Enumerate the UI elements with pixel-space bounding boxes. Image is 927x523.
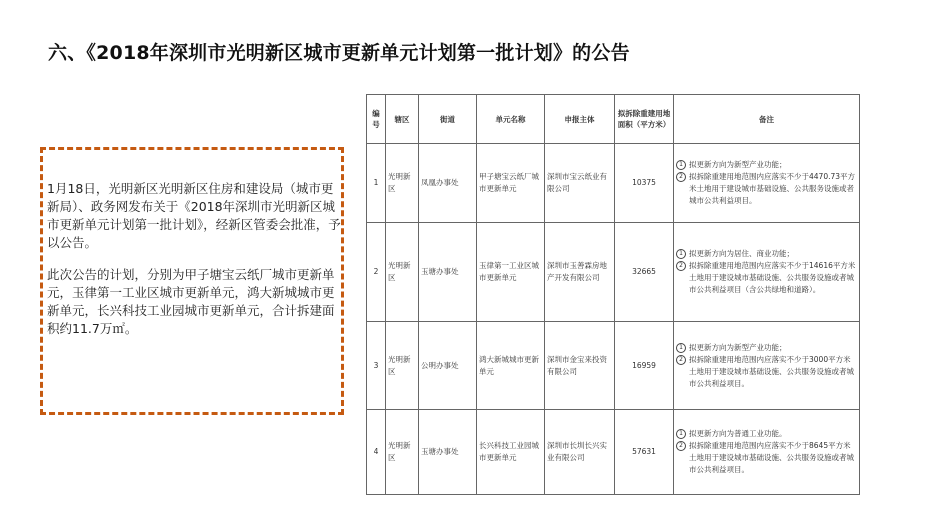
summary-paragraph-1: 1月18日，光明新区光明新区住房和建设局（城市更新局）、政务网发布关于《2018年深圳市光明新区城市更新单元计划第一批计划》，经新区管委会批准，予以公告。	[47, 181, 341, 250]
circled-number-marker: 2	[676, 441, 686, 451]
cell-district: 光明新区	[386, 410, 419, 495]
cell-applicant: 深圳市长圳长兴实业有限公司	[545, 410, 615, 495]
table-header-row	[367, 95, 860, 144]
remark-item	[676, 159, 857, 171]
cell-remarks	[674, 223, 860, 322]
cell-remarks	[674, 410, 860, 495]
cell-unit: 长兴科技工业园城市更新单元	[477, 410, 545, 495]
cell-district: 光明新区	[386, 223, 419, 322]
cell-street: 玉塘办事处	[419, 410, 477, 495]
remark-text: 拟更新方向为居住、商业功能；	[689, 249, 794, 258]
remark-text: 拟更新方向为新型产业功能；	[689, 160, 787, 169]
header-street: 街道	[419, 95, 477, 144]
remark-text: 拟更新方向为普通工业功能。	[689, 429, 787, 438]
remark-item	[676, 342, 857, 354]
table-row	[367, 144, 860, 223]
cell-no: 1	[367, 144, 386, 223]
remark-item	[676, 428, 857, 440]
summary-text	[47, 180, 343, 352]
cell-unit: 鸿大新城城市更新单元	[477, 322, 545, 410]
remark-text: 拟拆除重建用地范围内应落实不少于4470.73平方米土地用于建设城市基础设施、公共服务设施或者城市公共利益项目。	[689, 172, 856, 205]
remark-item	[676, 354, 857, 390]
remark-text: 拟拆除重建用地范围内应落实不少于14616平方米土地用于建设城市基础设施、公共服务设施或者城市公共利益项目（含公共绿地和道路）。	[689, 261, 856, 294]
cell-street: 公明办事处	[419, 322, 477, 410]
cell-district: 光明新区	[386, 144, 419, 223]
header-unit: 单元名称	[477, 95, 545, 144]
cell-remarks	[674, 144, 860, 223]
cell-applicant: 深圳市玉善霖房地产开发有限公司	[545, 223, 615, 322]
cell-no: 3	[367, 322, 386, 410]
summary-paragraph-2: 此次公告的计划，分别为甲子塘宝云纸厂城市更新单元，玉律第一工业区城市更新单元，鸿大新城城市更新单元，长兴科技工业园城市更新单元，合计拆建面积约11.7万㎡。	[47, 267, 335, 336]
header-remarks: 备注	[674, 95, 860, 144]
header-no: 编号	[367, 95, 386, 144]
cell-area: 10375	[615, 144, 674, 223]
remark-item	[676, 440, 857, 476]
cell-applicant: 深圳市金宝来投资有限公司	[545, 322, 615, 410]
circled-number-marker: 1	[676, 343, 686, 353]
cell-applicant: 深圳市宝云纸业有限公司	[545, 144, 615, 223]
remark-text: 拟拆除重建用地范围内应落实不少于8645平方米土地用于建设城市基础设施、公共服务设施或者城市公共利益项目。	[689, 441, 854, 474]
cell-area: 57631	[615, 410, 674, 495]
circled-number-marker: 1	[676, 249, 686, 259]
header-district: 辖区	[386, 95, 419, 144]
cell-unit: 甲子塘宝云纸厂城市更新单元	[477, 144, 545, 223]
circled-number-marker: 1	[676, 160, 686, 170]
remark-item	[676, 171, 857, 207]
cell-street: 玉塘办事处	[419, 223, 477, 322]
circled-number-marker: 2	[676, 172, 686, 182]
header-area: 拟拆除重建用地面积（平方米）	[615, 95, 674, 144]
remark-text: 拟拆除重建用地范围内应落实不少于3000平方米土地用于建设城市基础设施、公共服务设施或者城市公共利益项目。	[689, 354, 854, 388]
cell-no: 4	[367, 410, 386, 495]
circled-number-marker: 2	[676, 261, 686, 271]
cell-area: 32665	[615, 223, 674, 322]
cell-area: 16959	[615, 322, 674, 410]
remark-text: 拟更新方向为新型产业功能；	[689, 342, 787, 352]
cell-street: 凤凰办事处	[419, 144, 477, 223]
plan-table	[366, 94, 860, 495]
header-applicant: 申报主体	[545, 95, 615, 144]
cell-no: 2	[367, 223, 386, 322]
circled-number-marker: 1	[676, 429, 686, 439]
table-row	[367, 223, 860, 322]
remark-item	[676, 248, 857, 260]
cell-unit: 玉律第一工业区城市更新单元	[477, 223, 545, 322]
page-title: 六、《2018年深圳市光明新区城市更新单元计划第一批计划》的公告	[48, 42, 630, 64]
remark-item	[676, 260, 857, 296]
circled-number-marker: 2	[676, 355, 686, 365]
cell-district: 光明新区	[386, 322, 419, 410]
table-row	[367, 322, 860, 410]
cell-remarks	[674, 322, 860, 410]
table-row	[367, 410, 860, 495]
